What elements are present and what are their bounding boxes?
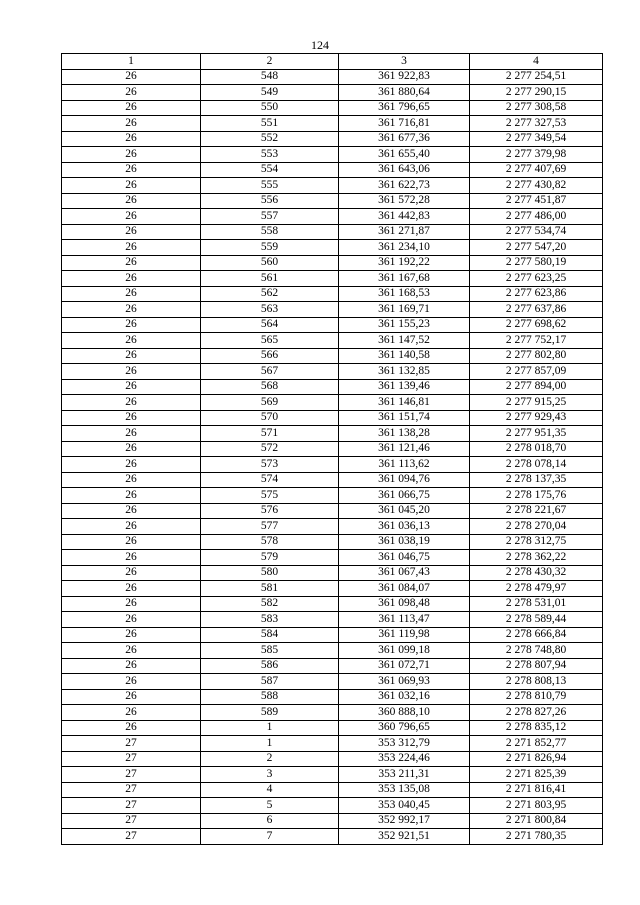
cell-coordinate-y: 2 277 637,86	[470, 302, 603, 318]
cell-coordinate-x: 361 045,20	[339, 503, 470, 519]
table-row	[62, 162, 603, 178]
cell-coordinate-y: 2 277 407,69	[470, 162, 603, 178]
cell-point-number: 571	[201, 426, 339, 442]
table-row	[62, 782, 603, 798]
cell-section: 26	[62, 348, 201, 364]
cell-point-number: 561	[201, 271, 339, 287]
cell-section: 26	[62, 488, 201, 504]
cell-section: 26	[62, 658, 201, 674]
cell-coordinate-y: 2 277 451,87	[470, 193, 603, 209]
cell-section: 26	[62, 286, 201, 302]
table-row	[62, 798, 603, 814]
cell-coordinate-x: 361 880,64	[339, 85, 470, 101]
table-row	[62, 519, 603, 535]
cell-coordinate-y: 2 277 752,17	[470, 333, 603, 349]
table-row	[62, 643, 603, 659]
table-row	[62, 488, 603, 504]
cell-point-number: 569	[201, 395, 339, 411]
table-row	[62, 751, 603, 767]
cell-section: 26	[62, 100, 201, 116]
cell-point-number: 559	[201, 240, 339, 256]
cell-coordinate-x: 361 072,71	[339, 658, 470, 674]
cell-section: 26	[62, 209, 201, 225]
cell-coordinate-x: 361 066,75	[339, 488, 470, 504]
cell-coordinate-y: 2 277 379,98	[470, 147, 603, 163]
cell-coordinate-x: 361 099,18	[339, 643, 470, 659]
table-row	[62, 193, 603, 209]
cell-coordinate-x: 361 655,40	[339, 147, 470, 163]
cell-point-number: 548	[201, 69, 339, 85]
cell-coordinate-y: 2 278 531,01	[470, 596, 603, 612]
table-body	[62, 69, 603, 844]
table-row	[62, 286, 603, 302]
table-row	[62, 565, 603, 581]
cell-point-number: 551	[201, 116, 339, 132]
cell-point-number: 577	[201, 519, 339, 535]
table-row	[62, 85, 603, 101]
cell-coordinate-y: 2 278 748,80	[470, 643, 603, 659]
cell-coordinate-y: 2 278 078,14	[470, 457, 603, 473]
cell-coordinate-y: 2 278 807,94	[470, 658, 603, 674]
cell-coordinate-y: 2 278 362,22	[470, 550, 603, 566]
cell-coordinate-y: 2 277 623,25	[470, 271, 603, 287]
cell-coordinate-y: 2 271 826,94	[470, 751, 603, 767]
cell-coordinate-y: 2 271 803,95	[470, 798, 603, 814]
cell-section: 26	[62, 441, 201, 457]
table-row	[62, 472, 603, 488]
cell-coordinate-y: 2 277 486,00	[470, 209, 603, 225]
table-row	[62, 736, 603, 752]
cell-coordinate-y: 2 278 827,26	[470, 705, 603, 721]
table-row	[62, 441, 603, 457]
cell-point-number: 555	[201, 178, 339, 194]
cell-section: 27	[62, 751, 201, 767]
cell-section: 26	[62, 271, 201, 287]
cell-coordinate-y: 2 277 254,51	[470, 69, 603, 85]
table-row	[62, 596, 603, 612]
cell-coordinate-x: 361 140,58	[339, 348, 470, 364]
table-row	[62, 705, 603, 721]
cell-section: 26	[62, 643, 201, 659]
cell-point-number: 562	[201, 286, 339, 302]
cell-point-number: 2	[201, 751, 339, 767]
cell-section: 26	[62, 240, 201, 256]
cell-section: 27	[62, 782, 201, 798]
cell-point-number: 567	[201, 364, 339, 380]
cell-coordinate-y: 2 278 810,79	[470, 689, 603, 705]
cell-point-number: 584	[201, 627, 339, 643]
cell-coordinate-y: 2 271 800,84	[470, 813, 603, 829]
cell-coordinate-y: 2 277 915,25	[470, 395, 603, 411]
table-header	[62, 54, 603, 70]
table-row	[62, 829, 603, 845]
cell-coordinate-x: 361 032,16	[339, 689, 470, 705]
table-row	[62, 271, 603, 287]
table-row	[62, 550, 603, 566]
cell-coordinate-x: 361 643,06	[339, 162, 470, 178]
cell-coordinate-x: 361 084,07	[339, 581, 470, 597]
table-row	[62, 116, 603, 132]
cell-coordinate-x: 361 138,28	[339, 426, 470, 442]
cell-coordinate-x: 361 922,83	[339, 69, 470, 85]
cell-point-number: 7	[201, 829, 339, 845]
cell-coordinate-x: 353 312,79	[339, 736, 470, 752]
cell-coordinate-x: 361 139,46	[339, 379, 470, 395]
cell-section: 26	[62, 302, 201, 318]
table-row	[62, 69, 603, 85]
page-number: 124	[311, 38, 329, 52]
cell-coordinate-y: 2 278 312,75	[470, 534, 603, 550]
cell-section: 26	[62, 131, 201, 147]
cell-section: 26	[62, 534, 201, 550]
table-row	[62, 457, 603, 473]
cell-coordinate-y: 2 278 137,35	[470, 472, 603, 488]
table-row	[62, 240, 603, 256]
cell-coordinate-y: 2 278 666,84	[470, 627, 603, 643]
cell-coordinate-x: 361 168,53	[339, 286, 470, 302]
table-row	[62, 534, 603, 550]
table-row	[62, 302, 603, 318]
cell-coordinate-x: 361 132,85	[339, 364, 470, 380]
cell-coordinate-x: 361 146,81	[339, 395, 470, 411]
cell-point-number: 587	[201, 674, 339, 690]
cell-section: 26	[62, 317, 201, 333]
cell-point-number: 576	[201, 503, 339, 519]
cell-coordinate-y: 2 277 802,80	[470, 348, 603, 364]
cell-coordinate-x: 361 113,62	[339, 457, 470, 473]
cell-coordinate-y: 2 277 290,15	[470, 85, 603, 101]
cell-coordinate-y: 2 277 349,54	[470, 131, 603, 147]
cell-coordinate-x: 361 167,68	[339, 271, 470, 287]
cell-point-number: 560	[201, 255, 339, 271]
cell-point-number: 570	[201, 410, 339, 426]
cell-point-number: 554	[201, 162, 339, 178]
cell-section: 26	[62, 627, 201, 643]
cell-point-number: 573	[201, 457, 339, 473]
cell-coordinate-y: 2 277 308,58	[470, 100, 603, 116]
cell-point-number: 568	[201, 379, 339, 395]
cell-section: 26	[62, 612, 201, 628]
cell-coordinate-y: 2 277 857,09	[470, 364, 603, 380]
column-header-2: 2	[201, 54, 339, 70]
cell-point-number: 579	[201, 550, 339, 566]
cell-section: 26	[62, 116, 201, 132]
cell-coordinate-y: 2 278 589,44	[470, 612, 603, 628]
cell-section: 26	[62, 596, 201, 612]
cell-point-number: 585	[201, 643, 339, 659]
table-row	[62, 410, 603, 426]
cell-section: 26	[62, 472, 201, 488]
cell-point-number: 556	[201, 193, 339, 209]
cell-point-number: 586	[201, 658, 339, 674]
cell-section: 26	[62, 426, 201, 442]
cell-section: 27	[62, 767, 201, 783]
cell-section: 26	[62, 503, 201, 519]
cell-section: 26	[62, 255, 201, 271]
cell-coordinate-x: 360 796,65	[339, 720, 470, 736]
cell-coordinate-y: 2 277 623,86	[470, 286, 603, 302]
cell-coordinate-x: 361 119,98	[339, 627, 470, 643]
cell-section: 26	[62, 379, 201, 395]
table-row	[62, 178, 603, 194]
cell-coordinate-x: 361 151,74	[339, 410, 470, 426]
cell-coordinate-y: 2 278 808,13	[470, 674, 603, 690]
cell-coordinate-x: 353 040,45	[339, 798, 470, 814]
cell-section: 26	[62, 178, 201, 194]
cell-coordinate-y: 2 277 894,00	[470, 379, 603, 395]
cell-point-number: 552	[201, 131, 339, 147]
cell-coordinate-x: 361 442,83	[339, 209, 470, 225]
cell-coordinate-x: 361 121,46	[339, 441, 470, 457]
cell-coordinate-y: 2 271 825,39	[470, 767, 603, 783]
cell-point-number: 572	[201, 441, 339, 457]
column-header-3: 3	[339, 54, 470, 70]
table-row	[62, 674, 603, 690]
cell-point-number: 564	[201, 317, 339, 333]
cell-section: 26	[62, 581, 201, 597]
cell-coordinate-x: 353 224,46	[339, 751, 470, 767]
table-row	[62, 612, 603, 628]
cell-coordinate-x: 361 067,43	[339, 565, 470, 581]
cell-section: 26	[62, 162, 201, 178]
table-row	[62, 581, 603, 597]
cell-section: 26	[62, 85, 201, 101]
cell-coordinate-x: 361 069,93	[339, 674, 470, 690]
cell-coordinate-x: 353 211,31	[339, 767, 470, 783]
cell-point-number: 558	[201, 224, 339, 240]
cell-coordinate-y: 2 271 852,77	[470, 736, 603, 752]
cell-coordinate-y: 2 278 835,12	[470, 720, 603, 736]
cell-section: 26	[62, 565, 201, 581]
table-row	[62, 379, 603, 395]
cell-coordinate-x: 361 271,87	[339, 224, 470, 240]
cell-section: 26	[62, 69, 201, 85]
cell-point-number: 578	[201, 534, 339, 550]
cell-coordinate-y: 2 277 580,19	[470, 255, 603, 271]
cell-coordinate-y: 2 277 929,43	[470, 410, 603, 426]
table-row	[62, 364, 603, 380]
table-row	[62, 348, 603, 364]
cell-coordinate-x: 361 155,23	[339, 317, 470, 333]
cell-coordinate-x: 361 572,28	[339, 193, 470, 209]
table-row	[62, 209, 603, 225]
cell-point-number: 583	[201, 612, 339, 628]
header-row	[62, 54, 603, 70]
cell-coordinate-x: 361 036,13	[339, 519, 470, 535]
cell-coordinate-x: 361 234,10	[339, 240, 470, 256]
cell-section: 26	[62, 674, 201, 690]
table-row	[62, 317, 603, 333]
cell-coordinate-x: 361 192,22	[339, 255, 470, 271]
table-row	[62, 100, 603, 116]
cell-coordinate-y: 2 277 547,20	[470, 240, 603, 256]
cell-coordinate-x: 352 921,51	[339, 829, 470, 845]
cell-coordinate-y: 2 277 951,35	[470, 426, 603, 442]
cell-section: 27	[62, 829, 201, 845]
cell-coordinate-x: 361 098,48	[339, 596, 470, 612]
coordinates-table	[61, 53, 603, 845]
cell-coordinate-y: 2 277 698,62	[470, 317, 603, 333]
table-row	[62, 720, 603, 736]
cell-coordinate-x: 360 888,10	[339, 705, 470, 721]
cell-point-number: 4	[201, 782, 339, 798]
table-row	[62, 426, 603, 442]
cell-coordinate-y: 2 271 780,35	[470, 829, 603, 845]
cell-coordinate-x: 361 169,71	[339, 302, 470, 318]
table-row	[62, 627, 603, 643]
table-row	[62, 658, 603, 674]
cell-point-number: 1	[201, 736, 339, 752]
cell-point-number: 582	[201, 596, 339, 612]
cell-point-number: 549	[201, 85, 339, 101]
cell-coordinate-y: 2 277 327,53	[470, 116, 603, 132]
cell-coordinate-y: 2 278 221,67	[470, 503, 603, 519]
cell-coordinate-x: 361 622,73	[339, 178, 470, 194]
column-header-4: 4	[470, 54, 603, 70]
cell-section: 26	[62, 689, 201, 705]
cell-coordinate-x: 352 992,17	[339, 813, 470, 829]
table-row	[62, 813, 603, 829]
cell-coordinate-x: 361 038,19	[339, 534, 470, 550]
cell-section: 26	[62, 147, 201, 163]
cell-point-number: 565	[201, 333, 339, 349]
cell-point-number: 581	[201, 581, 339, 597]
cell-coordinate-x: 361 796,65	[339, 100, 470, 116]
cell-coordinate-x: 361 677,36	[339, 131, 470, 147]
cell-point-number: 563	[201, 302, 339, 318]
cell-coordinate-y: 2 278 175,76	[470, 488, 603, 504]
table-row	[62, 333, 603, 349]
cell-point-number: 574	[201, 472, 339, 488]
cell-section: 26	[62, 193, 201, 209]
table-row	[62, 255, 603, 271]
cell-coordinate-x: 361 046,75	[339, 550, 470, 566]
cell-point-number: 557	[201, 209, 339, 225]
table-row	[62, 224, 603, 240]
cell-coordinate-y: 2 278 270,04	[470, 519, 603, 535]
cell-coordinate-x: 361 716,81	[339, 116, 470, 132]
cell-coordinate-x: 353 135,08	[339, 782, 470, 798]
cell-section: 26	[62, 550, 201, 566]
column-header-1: 1	[62, 54, 201, 70]
cell-section: 26	[62, 410, 201, 426]
cell-section: 26	[62, 720, 201, 736]
cell-section: 26	[62, 519, 201, 535]
cell-coordinate-y: 2 271 816,41	[470, 782, 603, 798]
cell-point-number: 588	[201, 689, 339, 705]
cell-section: 26	[62, 333, 201, 349]
cell-coordinate-y: 2 277 534,74	[470, 224, 603, 240]
cell-point-number: 1	[201, 720, 339, 736]
cell-point-number: 566	[201, 348, 339, 364]
cell-section: 27	[62, 798, 201, 814]
cell-coordinate-y: 2 278 018,70	[470, 441, 603, 457]
cell-section: 26	[62, 457, 201, 473]
cell-point-number: 589	[201, 705, 339, 721]
table-row	[62, 767, 603, 783]
table-row	[62, 131, 603, 147]
cell-section: 26	[62, 395, 201, 411]
cell-coordinate-x: 361 113,47	[339, 612, 470, 628]
cell-coordinate-y: 2 278 430,32	[470, 565, 603, 581]
cell-section: 26	[62, 705, 201, 721]
cell-coordinate-y: 2 277 430,82	[470, 178, 603, 194]
cell-point-number: 6	[201, 813, 339, 829]
table-row	[62, 395, 603, 411]
cell-point-number: 553	[201, 147, 339, 163]
table-row	[62, 503, 603, 519]
cell-section: 26	[62, 224, 201, 240]
table-row	[62, 689, 603, 705]
cell-point-number: 580	[201, 565, 339, 581]
cell-point-number: 550	[201, 100, 339, 116]
table-row	[62, 147, 603, 163]
cell-coordinate-x: 361 147,52	[339, 333, 470, 349]
cell-section: 27	[62, 736, 201, 752]
cell-section: 26	[62, 364, 201, 380]
cell-coordinate-y: 2 278 479,97	[470, 581, 603, 597]
cell-coordinate-x: 361 094,76	[339, 472, 470, 488]
cell-section: 27	[62, 813, 201, 829]
cell-point-number: 575	[201, 488, 339, 504]
cell-point-number: 3	[201, 767, 339, 783]
cell-point-number: 5	[201, 798, 339, 814]
